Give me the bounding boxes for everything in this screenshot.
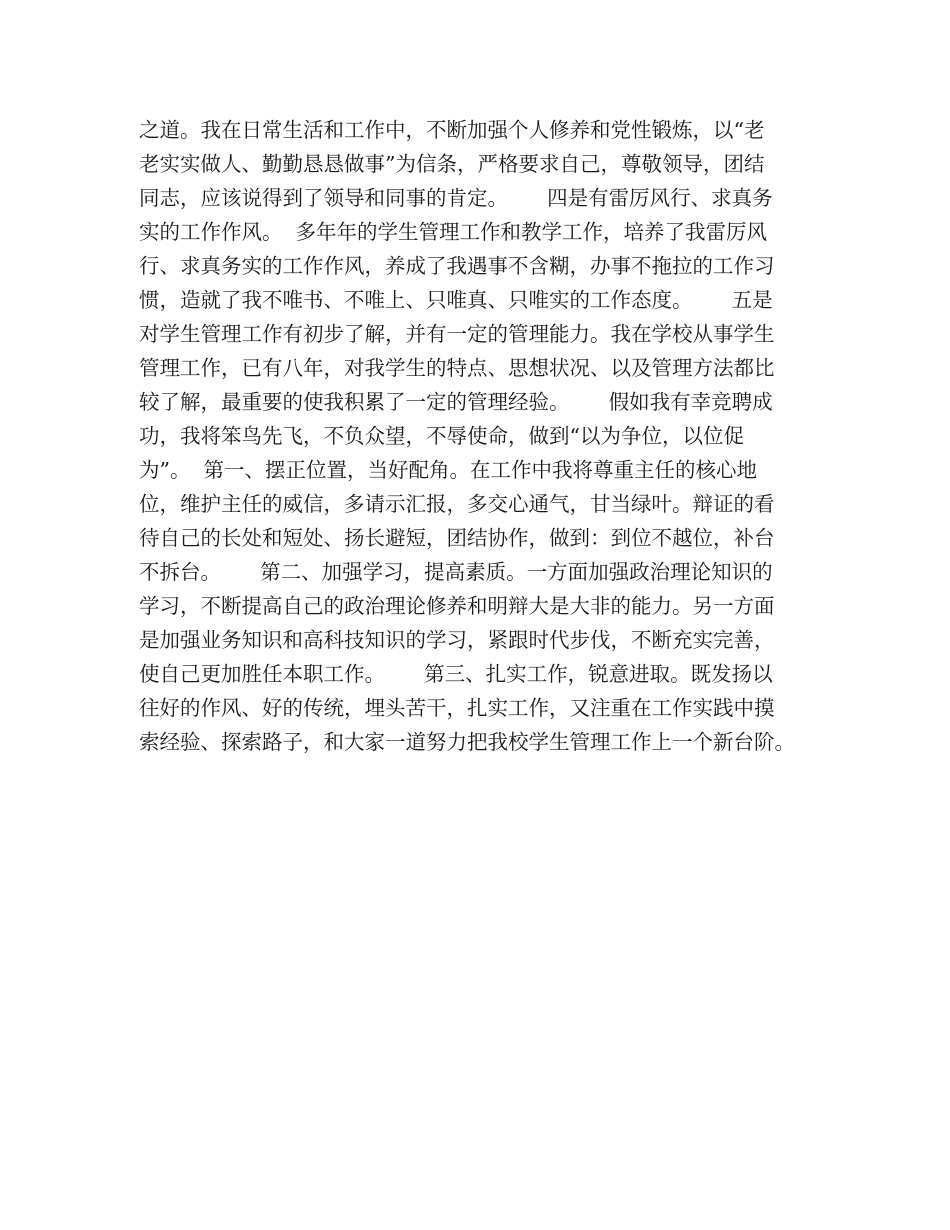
- text-line-9: 较了解，最重要的使我积累了一定的管理经验。 假如我有幸竞聘成: [139, 390, 773, 414]
- text-line-14: 不拆台。 第二、加强学习，提高素质。一方面加强政治理论知识的: [139, 560, 773, 584]
- text-line-13: 待自己的长处和短处、扬长避短，团结协作，做到：到位不越位，补台: [139, 526, 775, 550]
- text-line-1: 之道。我在日常生活和工作中，不断加强个人修养和党性锻炼，以“老: [139, 118, 765, 142]
- body-text: [139, 113, 839, 759]
- text-line-12: 位，维护主任的威信，多请示汇报，多交心通气，甘当绿叶。辩证的看: [139, 492, 775, 516]
- text-line-17: 使自己更加胜任本职工作。 第三、扎实工作，锐意进取。既发扬以: [139, 662, 773, 686]
- text-line-4: 实的工作作风。 多年年的学生管理工作和教学工作，培养了我雷厉风: [139, 220, 768, 244]
- text-line-11: 为”。 第一、摆正位置，当好配角。在工作中我将尊重主任的核心地: [139, 458, 758, 482]
- text-line-15: 学习，不断提高自己的政治理论修养和明辩大是大非的能力。另一方面: [139, 594, 775, 618]
- text-line-2: 老实实做人、勤勤恳恳做事”为信条，严格要求自己，尊敬领导，团结: [139, 152, 765, 176]
- text-line-5: 行、求真务实的工作作风，养成了我遇事不含糊，办事不拖拉的工作习: [139, 254, 775, 278]
- text-line-8: 管理工作，已有八年，对我学生的特点、思想状况、以及管理方法都比: [139, 356, 775, 380]
- text-line-19: 索经验、探索路子，和大家一道努力把我校学生管理工作上一个新台阶。: [139, 730, 795, 754]
- text-line-7: 对学生管理工作有初步了解，并有一定的管理能力。我在学校从事学生: [139, 322, 775, 346]
- text-line-3: 同志，应该说得到了领导和同事的肯定。 四是有雷厉风行、求真务: [139, 186, 773, 210]
- text-line-18: 往好的作风、好的传统，埋头苦干，扎实工作，又注重在工作实践中摸: [139, 696, 775, 720]
- text-line-10: 功，我将笨鸟先飞，不负众望，不辱使命，做到“以为争位，以位促: [139, 424, 744, 448]
- text-line-16: 是加强业务知识和高科技知识的学习，紧跟时代步伐，不断充实完善，: [139, 628, 775, 652]
- text-line-6: 惯，造就了我不唯书、不唯上、只唯真、只唯实的工作态度。 五是: [139, 288, 773, 312]
